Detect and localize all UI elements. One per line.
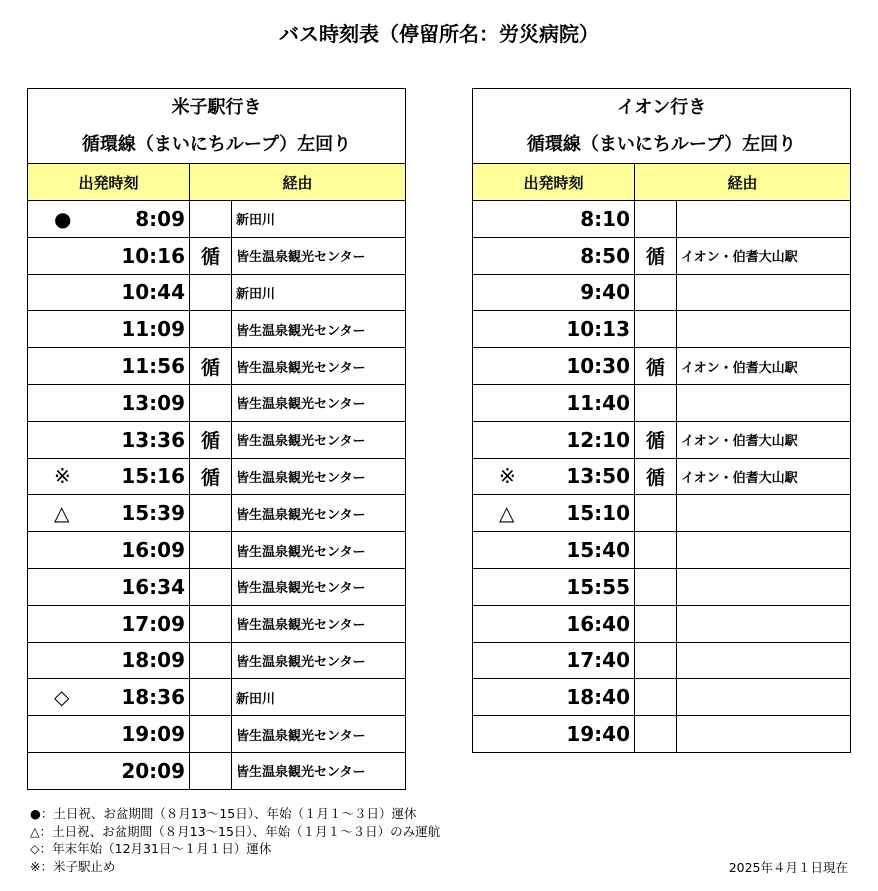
loop-mark: 循 (190, 458, 232, 495)
loop-mark (190, 642, 232, 679)
departure-time: 10:44 (121, 280, 185, 305)
timetable-row (473, 568, 851, 605)
timetable-row (28, 421, 406, 458)
departure-cell (28, 716, 190, 753)
route-header-right (473, 89, 851, 164)
timetable-row (473, 421, 851, 458)
service-mark: △ (499, 501, 515, 526)
via-route: 皆生温泉観光センター (232, 642, 406, 679)
timetable-row (473, 495, 851, 532)
via-route (677, 642, 851, 679)
via-route (677, 201, 851, 238)
note-line: ◇：年末年始（12月31日～１月１日）運休 (30, 841, 272, 856)
departure-cell (473, 568, 635, 605)
departure-cell (473, 716, 635, 753)
departure-time: 13:50 (566, 464, 630, 489)
timetable-row (28, 237, 406, 274)
loop-mark (635, 642, 677, 679)
loop-mark (190, 495, 232, 532)
effective-date: 2025年４月１日現在 (728, 860, 848, 875)
via-route (677, 679, 851, 716)
loop-mark (190, 716, 232, 753)
loop-mark: 循 (190, 348, 232, 385)
timetable-row (473, 679, 851, 716)
departure-time: 11:56 (121, 354, 185, 379)
departure-time: 17:09 (121, 611, 185, 636)
timetable-row (28, 201, 406, 238)
via-route: 皆生温泉観光センター (232, 605, 406, 642)
timetable-row (28, 348, 406, 385)
loop-mark (635, 605, 677, 642)
departure-time: 15:16 (121, 464, 185, 489)
timetable-row (473, 237, 851, 274)
departure-cell (28, 495, 190, 532)
departure-cell (473, 237, 635, 274)
departure-time: 19:40 (566, 722, 630, 747)
departure-cell (28, 532, 190, 569)
loop-mark (190, 568, 232, 605)
departure-cell (28, 348, 190, 385)
page-title: バス時刻表（停留所名：労災病院） (279, 22, 599, 46)
departure-cell (28, 311, 190, 348)
via-route: 皆生温泉観光センター (232, 716, 406, 753)
loop-mark (635, 384, 677, 421)
departure-cell (473, 348, 635, 385)
timetable-row (28, 679, 406, 716)
departure-time: 16:09 (121, 538, 185, 563)
service-mark: △ (54, 501, 70, 526)
via-route (677, 716, 851, 753)
loop-mark (635, 201, 677, 238)
departure-cell (28, 421, 190, 458)
loop-mark: 循 (635, 348, 677, 385)
timetable-row (473, 605, 851, 642)
note-line: △：土日祝、お盆期間（８月13～15日）、年始（１月１～３日）のみ運航 (30, 823, 441, 839)
departure-time: 10:16 (121, 243, 185, 268)
timetable-row (28, 752, 406, 789)
loop-mark: 循 (635, 237, 677, 274)
timetable-row (473, 532, 851, 569)
departure-time: 15:10 (566, 501, 630, 526)
note-line: ※：米子駅止め (30, 858, 116, 874)
timetable-row (28, 311, 406, 348)
departure-cell (28, 237, 190, 274)
timetable-row (28, 716, 406, 753)
loop-mark (190, 274, 232, 311)
timetable-row (28, 274, 406, 311)
departure-time: 11:09 (121, 317, 185, 342)
timetable-row (28, 605, 406, 642)
departure-time: 16:34 (121, 574, 185, 599)
departure-cell (28, 642, 190, 679)
loop-mark (635, 495, 677, 532)
timetable-row (473, 274, 851, 311)
via-route: イオン・伯耆大山駅 (677, 237, 851, 274)
via-route (677, 311, 851, 348)
via-route: 新田川 (232, 679, 406, 716)
departure-cell (473, 532, 635, 569)
column-header-via: 経由 (190, 164, 406, 201)
timetable-row (28, 495, 406, 532)
loop-mark (190, 201, 232, 238)
loop-mark (635, 274, 677, 311)
departure-time: 10:30 (566, 354, 630, 379)
via-route: イオン・伯耆大山駅 (677, 348, 851, 385)
timetable-right (472, 88, 851, 753)
departure-time: 18:09 (121, 648, 185, 673)
loop-mark (190, 532, 232, 569)
via-route (677, 605, 851, 642)
route-destination: イオン行き (616, 97, 707, 118)
timetable-row (28, 384, 406, 421)
loop-mark (190, 605, 232, 642)
route-header-left (28, 89, 406, 164)
loop-mark: 循 (190, 421, 232, 458)
departure-cell (473, 421, 635, 458)
timetable-row (28, 532, 406, 569)
loop-mark (190, 384, 232, 421)
departure-time: 18:36 (121, 685, 185, 710)
departure-time: 11:40 (566, 390, 630, 415)
timetable-row (473, 201, 851, 238)
departure-time: 15:39 (121, 501, 185, 526)
service-mark: ※ (54, 464, 71, 489)
departure-cell (28, 458, 190, 495)
loop-mark: 循 (635, 421, 677, 458)
departure-cell (28, 679, 190, 716)
via-route: イオン・伯耆大山駅 (677, 458, 851, 495)
departure-time: 10:13 (566, 317, 630, 342)
timetable-left (27, 88, 406, 790)
loop-mark (190, 752, 232, 789)
via-route: 新田川 (232, 201, 406, 238)
via-route: 皆生温泉観光センター (232, 532, 406, 569)
route-name: 循環線（まいにちループ）左回り (526, 134, 797, 155)
via-route: 皆生温泉観光センター (232, 237, 406, 274)
departure-cell (473, 274, 635, 311)
loop-mark (635, 568, 677, 605)
loop-mark (190, 311, 232, 348)
via-route: 皆生温泉観光センター (232, 421, 406, 458)
notes (30, 805, 440, 875)
via-route: 皆生温泉観光センター (232, 348, 406, 385)
timetable-row (28, 642, 406, 679)
timetable-row (28, 458, 406, 495)
route-name: 循環線（まいにちループ）左回り (81, 134, 352, 155)
via-route: 皆生温泉観光センター (232, 495, 406, 532)
route-destination: 米子駅行き (171, 97, 262, 118)
via-route (677, 568, 851, 605)
departure-cell (473, 201, 635, 238)
departure-cell (473, 605, 635, 642)
departure-time: 12:10 (566, 427, 630, 452)
departure-time: 8:09 (135, 206, 185, 231)
departure-cell (28, 752, 190, 789)
via-route: 皆生温泉観光センター (232, 384, 406, 421)
loop-mark: 循 (190, 237, 232, 274)
departure-cell (28, 384, 190, 421)
departure-cell (473, 495, 635, 532)
timetable-row (473, 458, 851, 495)
departure-time: 15:40 (566, 538, 630, 563)
via-route (677, 532, 851, 569)
departure-time: 18:40 (566, 685, 630, 710)
departure-cell (28, 605, 190, 642)
departure-time: 8:50 (580, 243, 630, 268)
departure-time: 8:10 (580, 206, 630, 231)
departure-cell (473, 458, 635, 495)
departure-cell (28, 201, 190, 238)
departure-cell (473, 679, 635, 716)
departure-time: 9:40 (580, 280, 630, 305)
departure-time: 17:40 (566, 648, 630, 673)
timetable-row (28, 568, 406, 605)
via-route: 皆生温泉観光センター (232, 752, 406, 789)
service-mark: ◇ (54, 685, 70, 710)
timetable-row (473, 384, 851, 421)
via-route (677, 274, 851, 311)
loop-mark (635, 716, 677, 753)
departure-cell (473, 384, 635, 421)
column-header-time: 出発時刻 (28, 164, 190, 201)
column-header-via: 経由 (635, 164, 851, 201)
departure-time: 15:55 (566, 574, 630, 599)
via-route: 皆生温泉観光センター (232, 568, 406, 605)
departure-cell (473, 311, 635, 348)
timetable-row (473, 642, 851, 679)
loop-mark: 循 (635, 458, 677, 495)
departure-cell (28, 568, 190, 605)
via-route (677, 495, 851, 532)
departure-time: 13:09 (121, 390, 185, 415)
via-route (677, 384, 851, 421)
via-route: 新田川 (232, 274, 406, 311)
loop-mark (635, 311, 677, 348)
via-route: イオン・伯耆大山駅 (677, 421, 851, 458)
note-line: ●：土日祝、お盆期間（８月13～15日）、年始（１月１～３日）運休 (30, 806, 417, 821)
via-route: 皆生温泉観光センター (232, 458, 406, 495)
service-mark: ※ (499, 464, 516, 489)
departure-time: 16:40 (566, 611, 630, 636)
timetable-row (473, 311, 851, 348)
departure-time: 13:36 (121, 427, 185, 452)
timetable-row (473, 716, 851, 753)
loop-mark (635, 679, 677, 716)
via-route: 皆生温泉観光センター (232, 311, 406, 348)
column-header-time: 出発時刻 (473, 164, 635, 201)
departure-time: 19:09 (121, 722, 185, 747)
timetable-row (473, 348, 851, 385)
departure-time: 20:09 (121, 758, 185, 783)
departure-cell (28, 274, 190, 311)
service-mark: ● (54, 206, 72, 231)
loop-mark (635, 532, 677, 569)
loop-mark (190, 679, 232, 716)
departure-cell (473, 642, 635, 679)
